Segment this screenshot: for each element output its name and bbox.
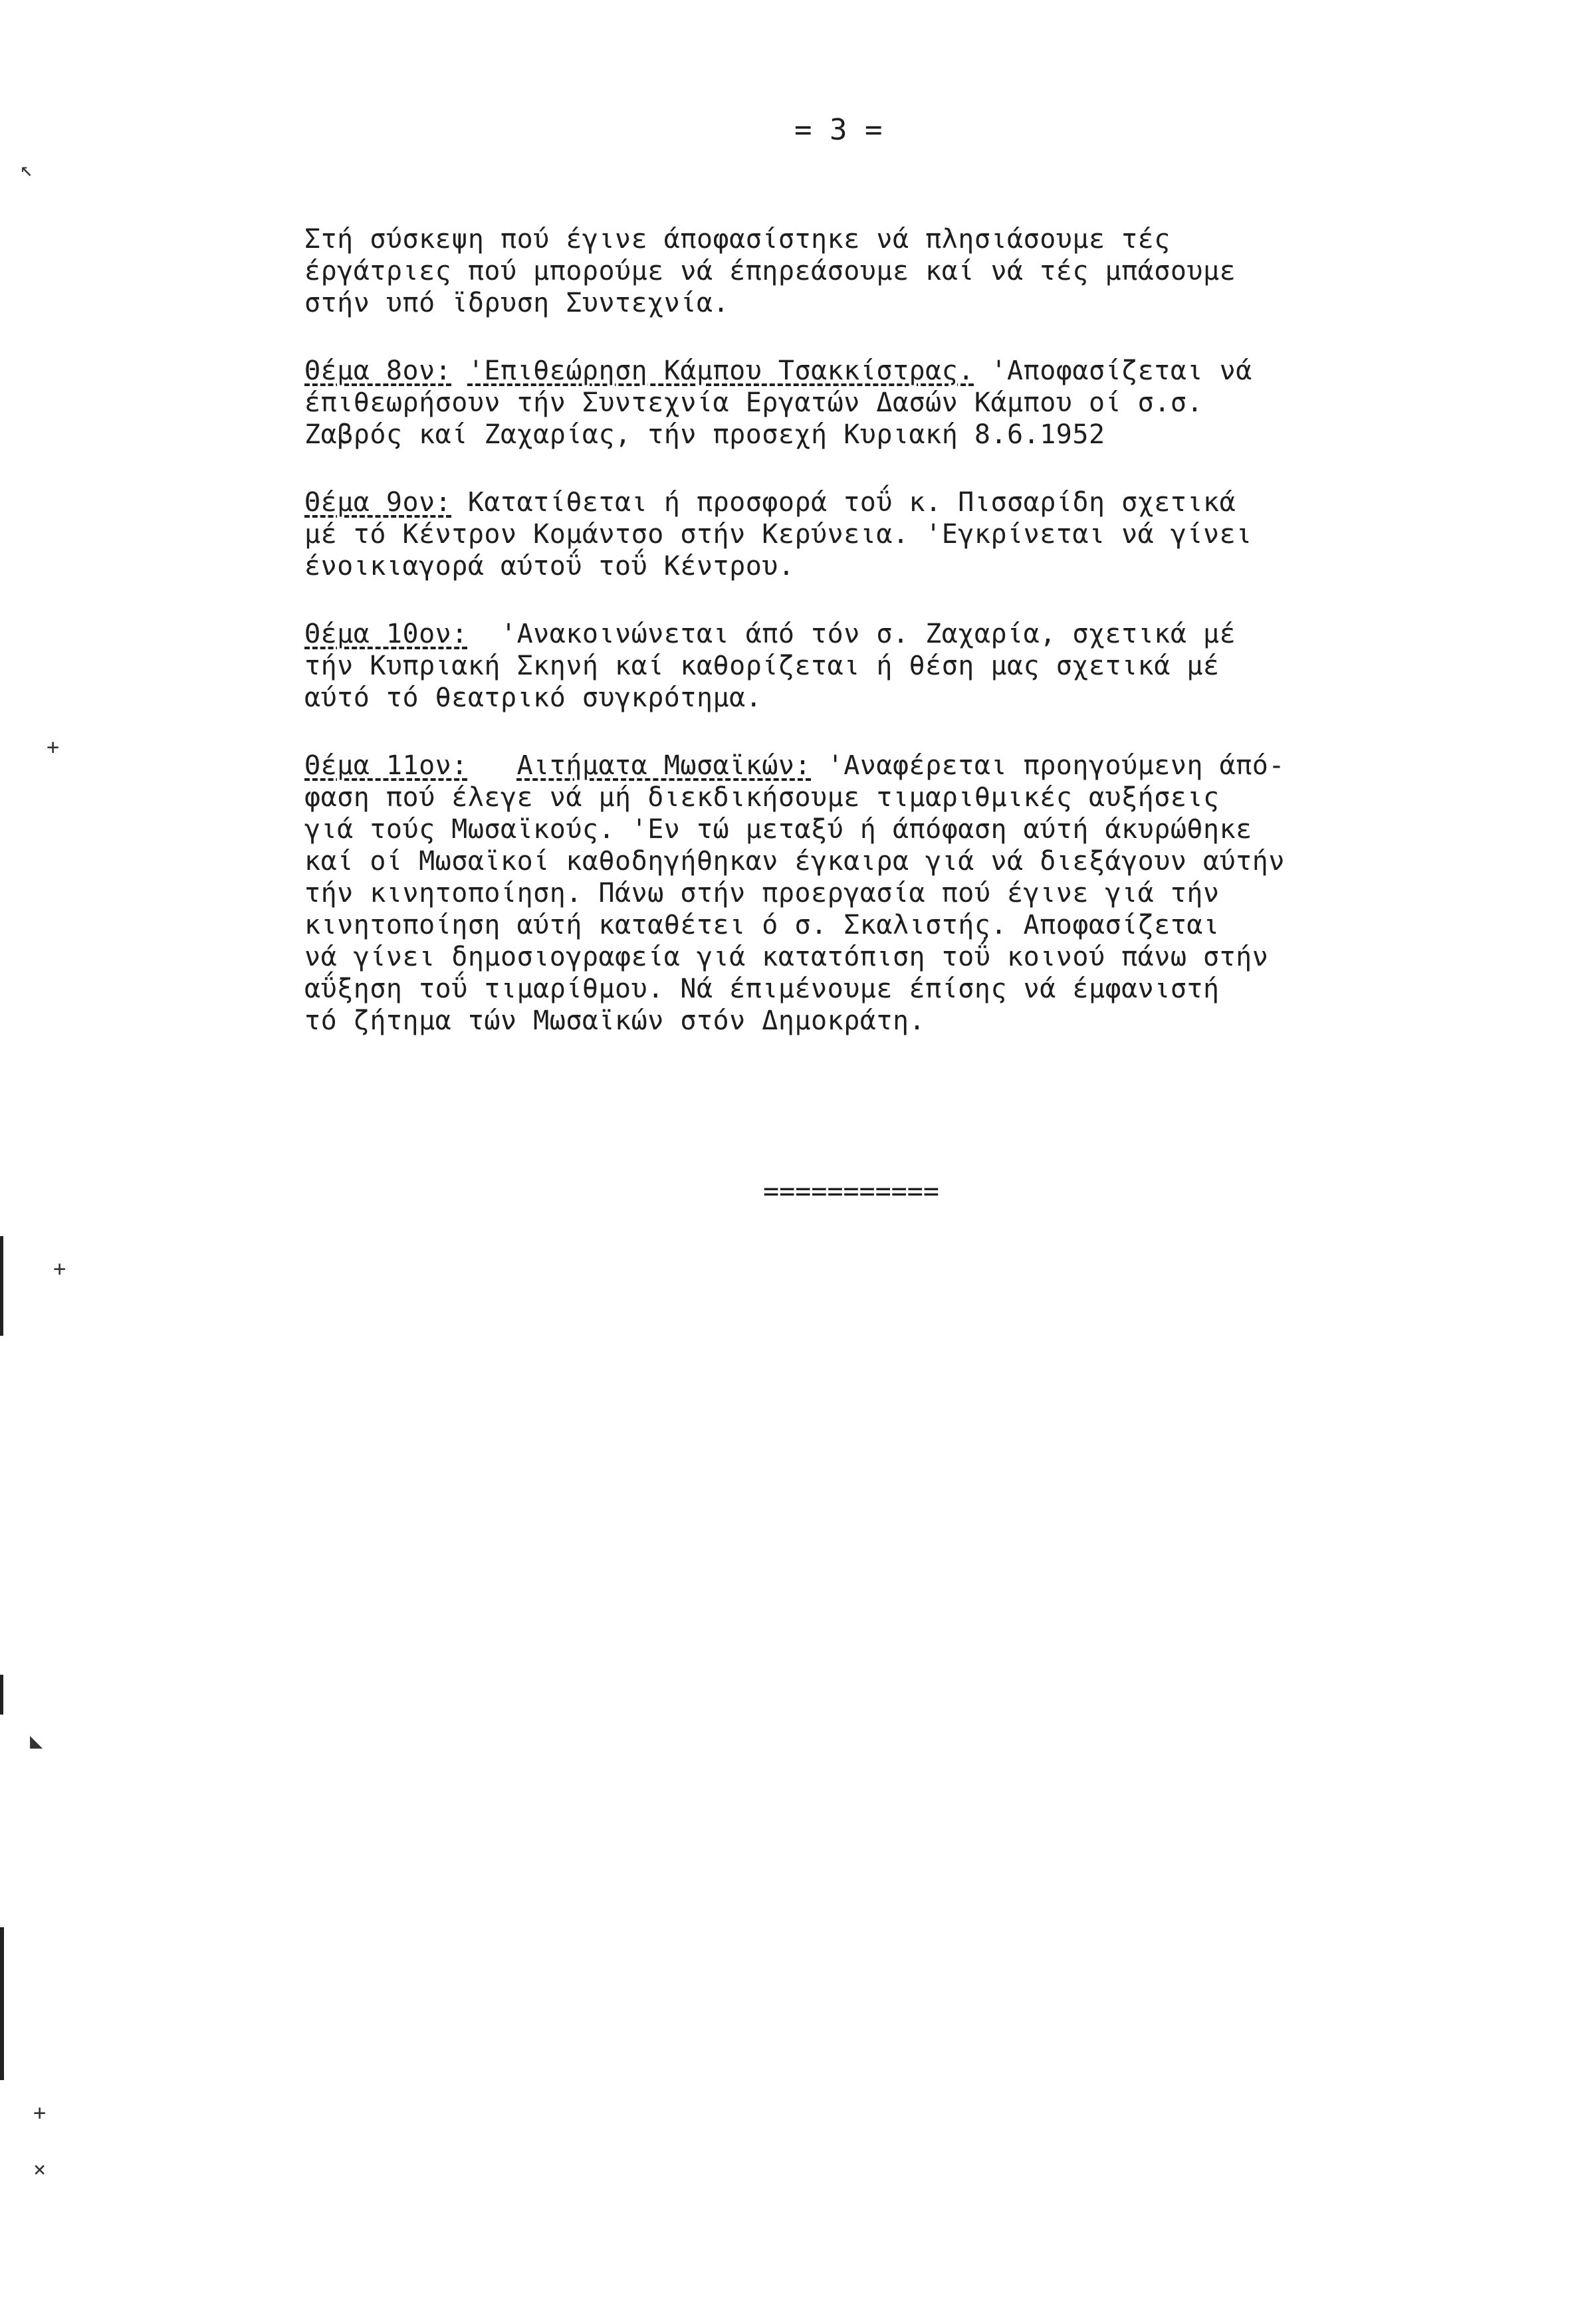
- text-line: τό ζήτημα τών Μωσαϊκών στόν Δημοκράτη.: [304, 1005, 926, 1036]
- text-line: τήν κινητοποίηση. Πάνω στήν προεργασία πού έγινε γιά τήν: [304, 878, 1220, 908]
- item-text: 'Αναφέρεται προηγούμενη άπό-: [811, 750, 1285, 781]
- text-line: έπιθεωρήσουν τήν Συντεχνία Εργατών Δασών Κάμπου οί σ.σ.: [304, 387, 1204, 418]
- scan-speck: ×: [33, 2157, 47, 2182]
- item-first-line: [304, 618, 1285, 650]
- paragraph-item-9: [304, 486, 1285, 582]
- text-line: γιά τούς Μωσαϊκούς. 'Εν τώ μεταξύ ή άπόφαση αύτή άκυρώθηκε: [304, 814, 1252, 845]
- item-first-line: [304, 750, 1285, 782]
- text-line: κινητοποίηση αύτή καταθέτει ό σ. Σκαλιστής. Αποφασίζεται: [304, 910, 1220, 940]
- text-line: αΰξηση τοΰ τιμαρίθμου. Νά έπιμένουμε έπίσης νά έμφανιστή: [304, 974, 1220, 1004]
- scan-edge-mark: [0, 1927, 4, 2080]
- scan-speck: +: [47, 734, 60, 760]
- page-number: = 3 =: [794, 113, 883, 147]
- text-line: έργάτριες πού μπορούμε νά έπηρεάσουμε καί νά τές μπάσουμε: [304, 256, 1236, 286]
- text-line: ένοικιαγορά αύτοΰ τοΰ Κέντρου.: [304, 551, 795, 581]
- paragraph-item-8: [304, 355, 1285, 451]
- paragraph-intro: [304, 223, 1285, 319]
- item-heading: Θέμα 11ον:: [304, 750, 468, 781]
- text-line: νά γίνει δημοσιογραφεία γιά κατατόπιση τοΰ κοινού πάνω στήν: [304, 942, 1269, 972]
- paragraph-item-10: [304, 618, 1285, 714]
- item-title: 'Επιθεώρηση Κάμπου Τσακκίστρας.: [467, 356, 974, 386]
- item-text: Κατατίθεται ή προσφορά τοΰ κ. Πισσαρίδη σχετικά: [451, 487, 1236, 518]
- item-heading: Θέμα 8ον:: [304, 356, 452, 386]
- scan-edge-mark: [0, 1236, 3, 1336]
- text-line: Ζαβρός καί Ζαχαρίας, τήν προσεχή Κυριακή 8.6.1952: [304, 419, 1105, 450]
- scan-speck: ↖: [20, 156, 33, 181]
- text-line: μέ τό Κέντρον Κομάντσο στήν Κερύνεια. 'Εγκρίνεται νά γίνει: [304, 519, 1252, 550]
- text-line: τήν Κυπριακή Σκηνή καί καθορίζεται ή θέση μας σχετικά μέ: [304, 651, 1220, 681]
- document-body: [304, 223, 1285, 1073]
- scan-speck: ◣: [30, 1728, 43, 1753]
- item-heading: Θέμα 9ον:: [304, 487, 452, 518]
- text-line: αύτό τό θεατρικό συγκρότημα.: [304, 683, 762, 713]
- item-text: 'Ανακοινώνεται άπό τόν σ. Ζαχαρία, σχετικά μέ: [467, 619, 1236, 649]
- paragraph-item-11: [304, 750, 1285, 1037]
- text-line: καί οί Μωσαϊκοί καθοδηγήθηκαν έγκαιρα γιά νά διεξάγουν αύτήν: [304, 846, 1285, 877]
- item-first-line: [304, 486, 1285, 518]
- text-line: στήν υπό ϊδρυση Συντεχνία.: [304, 288, 730, 318]
- scan-speck: +: [53, 1256, 66, 1281]
- item-text: 'Αποφασίζεται νά: [974, 356, 1252, 386]
- item-first-line: [304, 355, 1285, 387]
- item-heading: Θέμα 10ον:: [304, 619, 468, 649]
- text-line: φαση πού έλεγε νά μή διεκδικήσουμε τιμαριθμικές αυξήσεις: [304, 782, 1220, 813]
- scan-speck: +: [33, 2100, 47, 2125]
- text-line: Στή σύσκεψη πού έγινε άποφασίστηκε νά πλησιάσουμε τές: [304, 224, 1171, 255]
- item-title: Αιτήματα Μωσαϊκών:: [516, 750, 812, 781]
- scan-edge-mark: [0, 1675, 3, 1715]
- separator-line: ===========: [763, 1176, 939, 1207]
